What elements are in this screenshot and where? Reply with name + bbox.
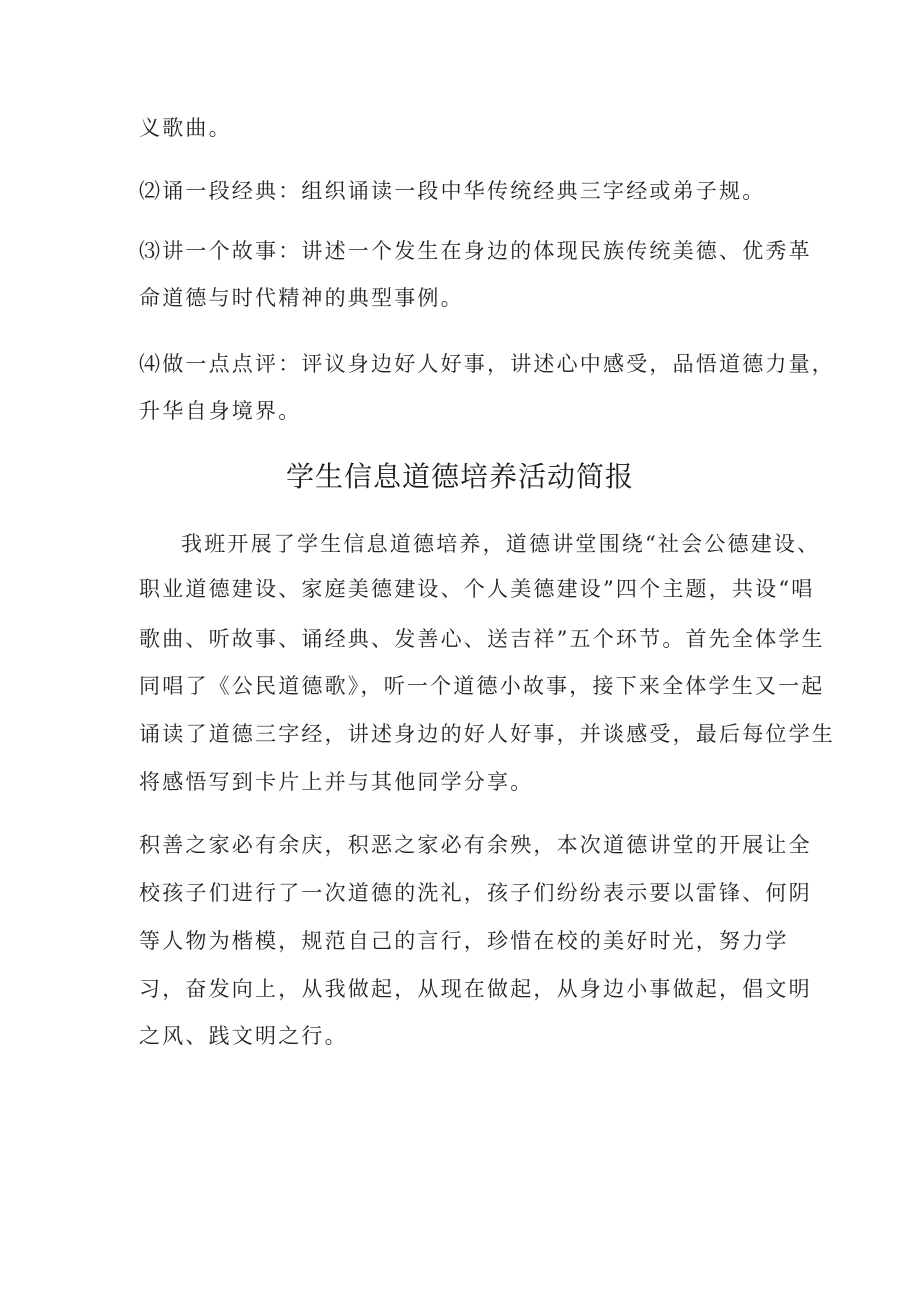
paragraph-1-line-4: 同唱了《公民道德歌》，听一个道德小故事，接下来全体学生又一起: [139, 674, 825, 698]
paragraph-1-line-2: 职业道德建设、家庭美德建设、个人美德建设”四个主题，共设“唱: [139, 577, 815, 601]
list-item-4-line-1: ⑷做一点点评：评议身边好人好事，讲述心中感受，品悟道德力量，: [139, 352, 835, 376]
paragraph-2-line-5: 之风、践文明之行。: [139, 1024, 348, 1048]
list-item-3-line-1: ⑶讲一个故事：讲述一个发生在身边的体现民族传统美德、优秀革: [139, 239, 812, 263]
paragraph-1-line-3: 歌曲、听故事、诵经典、发善心、送吉祥”五个环节。首先全体学生: [139, 627, 825, 651]
paragraph-1-line-1: 我班开展了学生信息道德培养，道德讲堂围绕“社会公德建设、: [181, 532, 821, 556]
list-item-4-line-2: 升华自身境界。: [139, 399, 302, 423]
paragraph-2-line-4: 习，奋发向上，从我做起，从现在做起，从身边小事做起，倡文明: [139, 977, 812, 1001]
list-item-1-continuation: 义歌曲。: [139, 116, 232, 140]
paragraph-2-line-1: 积善之家必有余庆，积恶之家必有余殃，本次道德讲堂的开展让全: [139, 833, 812, 857]
paragraph-1-line-5: 诵读了道德三字经，讲述身边的好人好事，并谈感受，最后每位学生: [139, 722, 835, 746]
paragraph-1-line-6: 将感悟写到卡片上并与其他同学分享。: [139, 770, 534, 794]
paragraph-2-line-2: 校孩子们进行了一次道德的洗礼，孩子们纷纷表示要以雷锋、何阴: [139, 881, 812, 905]
list-item-3-line-2: 命道德与时代精神的典型事例。: [139, 286, 464, 310]
paragraph-2-line-3: 等人物为楷模，规范自己的言行，珍惜在校的美好时光，努力学: [139, 929, 789, 953]
list-item-2: ⑵诵一段经典：组织诵读一段中华传统经典三字经或弟子规。: [139, 179, 766, 203]
report-title: 学生信息道德培养活动简报: [285, 460, 634, 493]
